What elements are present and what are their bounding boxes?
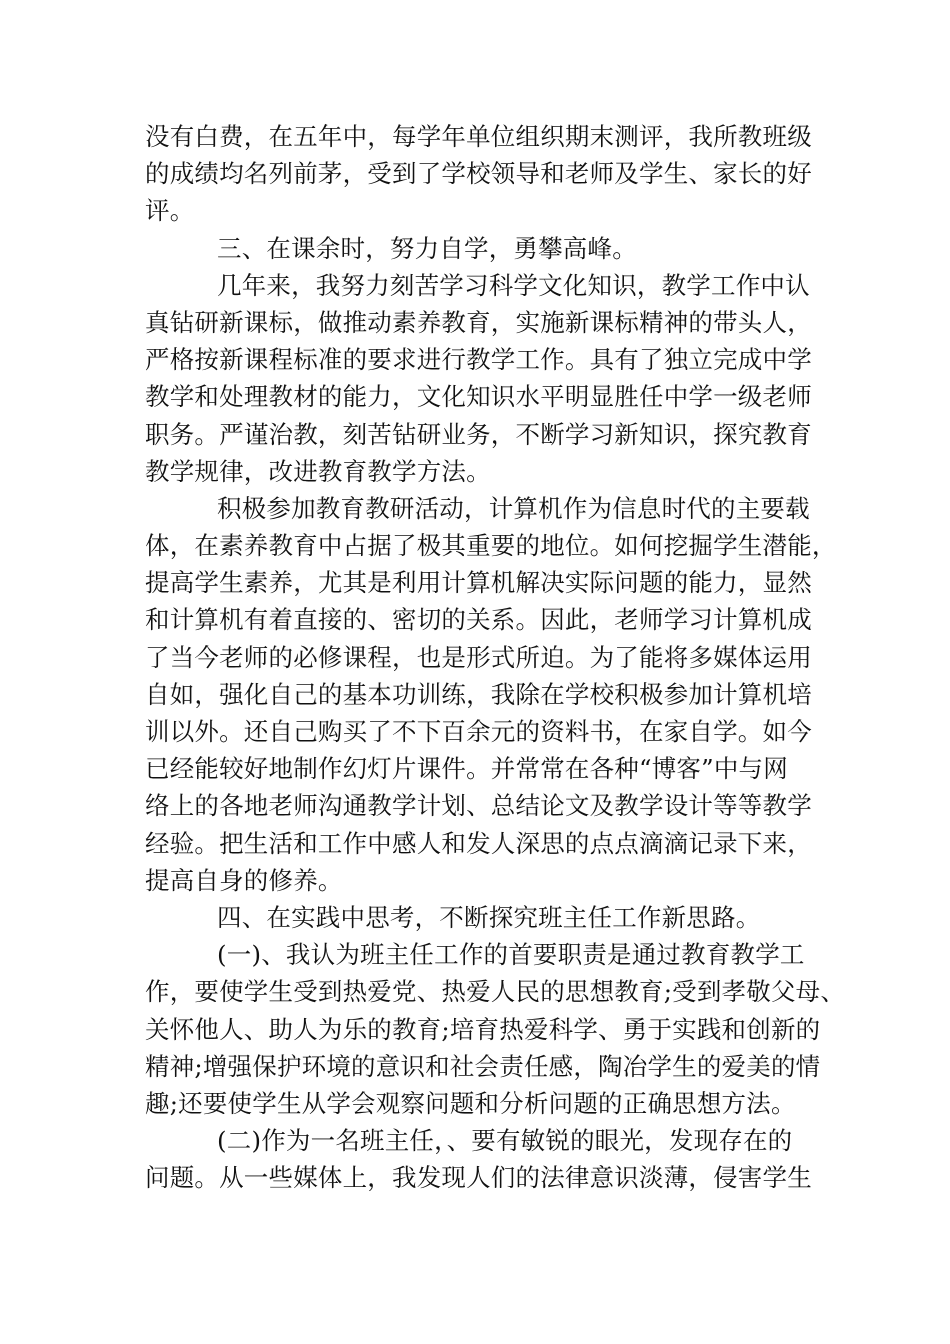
text-line: 真钻研新课标，做推动素养教育，实施新课标精神的带头人， — [145, 307, 812, 337]
paragraph — [145, 118, 815, 230]
text-line: 积极参加教育教研活动，计算机作为信息时代的主要载 — [217, 493, 810, 523]
text-line: 提高学生素养，尤其是利用计算机解决实际问题的能力，显然 — [145, 568, 812, 598]
text-line: 了当今老师的必修课程，也是形式所迫。为了能将多媒体运用 — [145, 642, 812, 672]
heading-line: 四、在实践中思考，不断探究班主任工作新思路。 — [217, 902, 761, 932]
text-line: 职务。严谨治教，刻苦钻研业务，不断学习新知识，探究教育 — [145, 419, 812, 449]
paragraph — [145, 936, 846, 1122]
section-heading — [145, 230, 815, 267]
text-line: 络上的各地老师沟通教学计划、总结论文及教学设计等等教学 — [145, 791, 812, 821]
text-line: 教学和处理教材的能力，文化知识水平明显胜任中学一级老师 — [145, 382, 812, 412]
text-line: 评。 — [145, 196, 195, 226]
text-line: 关怀他人、助人为乐的教育;培育热爱科学、勇于实践和创新的 — [145, 1014, 821, 1044]
paragraph — [145, 267, 815, 490]
section-heading — [145, 899, 815, 936]
text-line: 经验。把生活和工作中感人和发人深思的点点滴滴记录下来， — [145, 828, 812, 858]
text-line: 严格按新课程标准的要求进行教学工作。具有了独立完成中学 — [145, 345, 812, 375]
text-line: 体，在素养教育中占据了极其重要的地位。如何挖掘学生潜能， — [145, 531, 837, 561]
paragraph — [145, 1122, 815, 1196]
text-line: 教学规律，改进教育教学方法。 — [145, 456, 491, 486]
text-line: 几年来，我努力刻苦学习科学文化知识，教学工作中认 — [217, 270, 810, 300]
text-line: 自如，强化自己的基本功训练，我除在学校积极参加计算机培 — [145, 679, 812, 709]
text-line: 和计算机有着直接的、密切的关系。因此，老师学习计算机成 — [145, 605, 812, 635]
text-line: 精神;增强保护环境的意识和社会责任感，陶冶学生的爱美的情 — [145, 1051, 821, 1081]
text-line: 提高自身的修养。 — [145, 865, 343, 895]
text-line: 作，要使学生受到热爱党、热爱人民的思想教育;受到孝敬父母、 — [145, 977, 846, 1007]
text-line: 趣;还要使学生从学会观察问题和分析问题的正确思想方法。 — [145, 1088, 796, 1118]
heading-line: 三、在课余时，努力自学，勇攀高峰。 — [217, 233, 637, 263]
text-line: 问题。从一些媒体上，我发现人们的法律意识淡薄，侵害学生 — [145, 1163, 812, 1193]
paragraph — [145, 490, 837, 899]
text-line: (一)、我认为班主任工作的首要职责是通过教育教学工 — [217, 940, 805, 970]
body-text — [145, 118, 846, 1196]
text-line: 训以外。还自己购买了不下百余元的资料书，在家自学。如今 — [145, 717, 812, 746]
text-line: 的成绩均名列前茅，受到了学校领导和老师及学生、家长的好 — [145, 159, 812, 189]
text-line: 已经能较好地制作幻灯片课件。并常常在各种“博客”中与网 — [145, 754, 788, 784]
text-line: 没有白费，在五年中，每学年单位组织期末测评，我所教班级 — [145, 122, 812, 151]
text-line: (二)作为一名班主任，、要有敏锐的眼光，发现存在的 — [217, 1126, 793, 1156]
